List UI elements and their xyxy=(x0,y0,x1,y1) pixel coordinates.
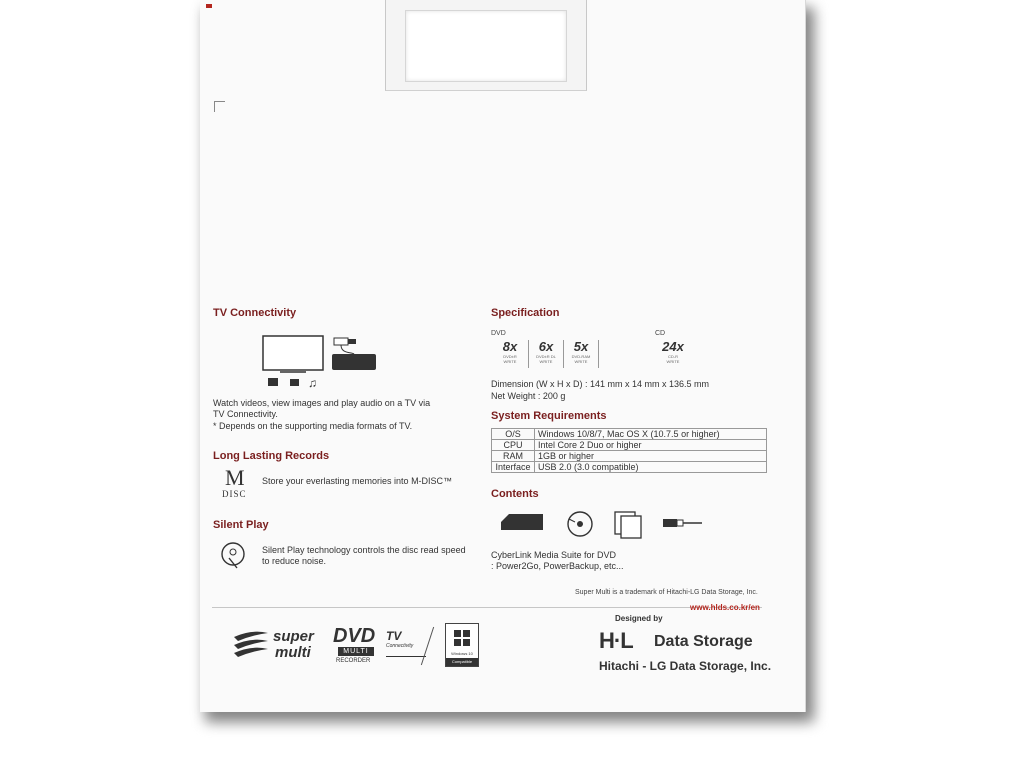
records-text: Store your everlasting memories into M-DISC™ xyxy=(262,476,453,486)
tv-connectivity-logo xyxy=(386,630,426,657)
dvd-multi-text: MULTI xyxy=(338,647,374,656)
speed-sub: DVD±R xyxy=(503,354,517,359)
tv-logo-sub: Connectivity xyxy=(386,643,414,649)
speed-value: 24x xyxy=(662,339,684,354)
requirements-table xyxy=(491,428,767,473)
cd-label: CD xyxy=(655,330,666,337)
svg-text:♫: ♫ xyxy=(308,376,317,390)
dvd-label: DVD xyxy=(491,330,506,337)
dvd-recorder-text: RECORDER xyxy=(336,658,371,664)
req-key: RAM xyxy=(492,451,535,462)
dimension-text: Dimension (W x H x D) : 141 mm x 14 mm x 136.5 mm xyxy=(491,379,710,389)
table-row xyxy=(492,451,767,462)
windows-logo-frame xyxy=(445,623,479,667)
speed-sub: WRITE xyxy=(503,359,517,364)
tv-logo-text: TV xyxy=(386,629,402,643)
req-key: O/S xyxy=(492,429,535,440)
dvd-speed-2 xyxy=(528,340,563,368)
disc-icon xyxy=(568,512,592,536)
contents-heading: Contents xyxy=(491,488,539,500)
speed-value: 8x xyxy=(502,339,518,354)
tv-text-2: TV Connectivity. xyxy=(213,409,278,419)
super-multi-swoosh-icon xyxy=(232,627,270,661)
dvd-logo-text: DVD xyxy=(333,625,376,647)
speed-value: 6x xyxy=(538,339,554,354)
speed-sub: WRITE xyxy=(574,359,588,364)
manual-icon xyxy=(615,512,641,538)
table-row xyxy=(492,462,767,473)
silent-text-1: Silent Play technology controls the disc read speed xyxy=(262,545,466,555)
table-row xyxy=(492,440,767,451)
windows-compat: Compatible xyxy=(446,658,478,666)
corner-mark xyxy=(214,101,225,112)
table-row xyxy=(492,429,767,440)
multi-text: multi xyxy=(275,644,311,661)
speed-sub: DVD±R DL xyxy=(536,354,556,359)
dvd-speed-1 xyxy=(493,340,527,368)
req-value: Windows 10/8/7, Mac OS X (10.7.5 or higher) xyxy=(535,429,767,440)
speed-sub: WRITE xyxy=(666,359,680,364)
silent-text-2: to reduce noise. xyxy=(262,556,327,566)
req-key: CPU xyxy=(492,440,535,451)
tv-note: * Depends on the supporting media formats of TV. xyxy=(213,421,413,431)
tv-connectivity-icon xyxy=(262,334,390,392)
tv-text-1: Watch videos, view images and play audio on a TV via xyxy=(213,398,431,408)
contents-text-1: CyberLink Media Suite for DVD xyxy=(491,550,617,560)
box-tab-window xyxy=(405,10,567,82)
data-storage-text: Data Storage xyxy=(654,633,753,650)
tv-heading: TV Connectivity xyxy=(213,307,297,319)
mdisc-logo-m: M xyxy=(225,465,245,490)
requirements-heading: System Requirements xyxy=(491,410,607,422)
req-value: Intel Core 2 Duo or higher xyxy=(535,440,767,451)
speed-sub: DVD-RAM xyxy=(571,354,591,359)
spec-heading: Specification xyxy=(491,307,560,319)
trademark-text: Super Multi is a trademark of Hitachi-LG Data Storage, Inc. xyxy=(575,589,758,596)
dvd-speed-3 xyxy=(563,340,599,368)
speed-sub: CD-R xyxy=(668,354,678,359)
super-text: super xyxy=(273,628,314,645)
contents-text-2: : Power2Go, PowerBackup, etc... xyxy=(491,561,624,571)
url-text: www.hlds.co.kr/en xyxy=(690,603,760,612)
company-name: Hitachi - LG Data Storage, Inc. xyxy=(599,659,772,673)
speed-sub: WRITE xyxy=(539,359,553,364)
req-key: Interface xyxy=(492,462,535,473)
footer-divider xyxy=(212,607,762,608)
red-mark xyxy=(206,4,212,8)
weight-text: Net Weight : 200 g xyxy=(491,391,566,401)
usb-cable-icon xyxy=(663,519,702,527)
drive-icon xyxy=(501,514,543,530)
hl-logo-text: H·L xyxy=(599,628,633,653)
contents-icons xyxy=(497,508,707,540)
cd-speed xyxy=(656,340,690,368)
speed-value: 5x xyxy=(573,339,589,354)
mdisc-logo-disc: DISC xyxy=(222,489,247,499)
windows-label: Windows 10 xyxy=(451,651,473,656)
silent-play-icon xyxy=(219,540,251,572)
designed-by-text: Designed by xyxy=(615,614,663,623)
windows-icon xyxy=(454,630,470,646)
req-value: USB 2.0 (3.0 compatible) xyxy=(535,462,767,473)
records-heading: Long Lasting Records xyxy=(213,450,330,462)
req-value: 1GB or higher xyxy=(535,451,767,462)
silent-heading: Silent Play xyxy=(213,519,269,531)
